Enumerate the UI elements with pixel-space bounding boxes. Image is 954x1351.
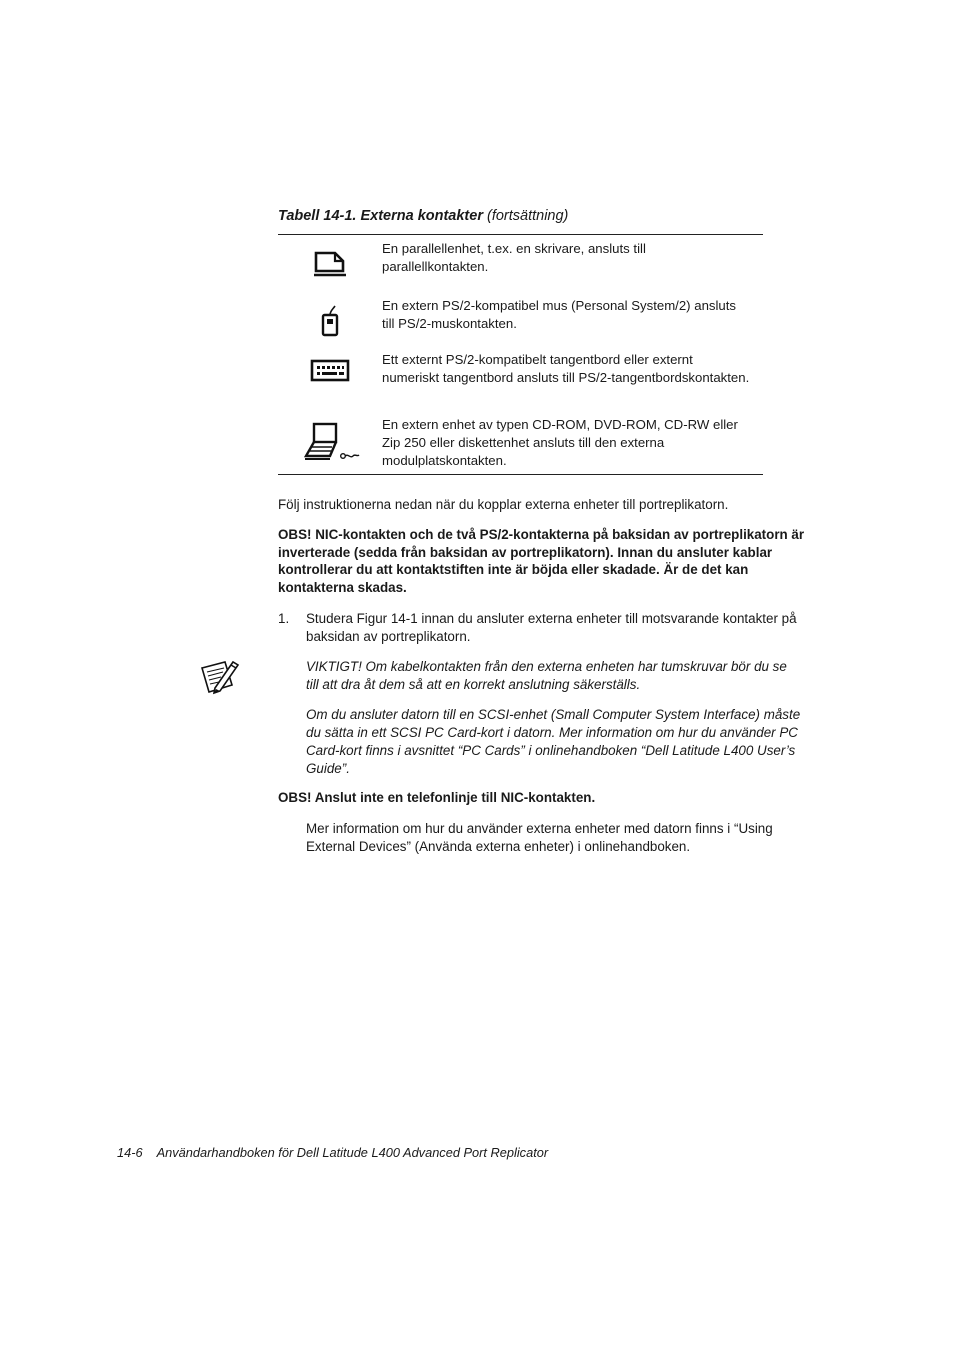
more-info-paragraph: Mer information om hur du använder externa enheter med datorn finns i “Using External Devices” (Använda externa enheter) i onlinehandboken. <box>306 821 773 854</box>
module-bay-icon <box>302 420 362 462</box>
keyboard-port-icon <box>300 358 360 384</box>
table-row-desc: En parallellenhet, t.ex. en skrivare, ansluts till parallellkontakten. <box>382 241 646 274</box>
table-caption-suffix: (fortsättning) <box>482 208 569 224</box>
step-text: Studera Figur 14-1 innan du ansluter externa enheter till motsvarande kontakter på baksidan av portreplikatorn. <box>306 611 797 644</box>
parallel-port-icon <box>300 250 360 278</box>
notice-paragraph: OBS! NIC-kontakten och de två PS/2-kontakterna på baksidan av portreplikatorn är inverterade (sedda från baksidan av portreplikatorn). Innan du ansluter kablar kontrollerar du att kontaktstiften inte är böjda eller skadade. Är de det kan kontakterna skadas. <box>278 527 805 595</box>
mouse-port-icon <box>300 305 360 337</box>
note-pencil-icon <box>199 658 241 703</box>
intro-paragraph: Följ instruktionerna nedan när du kopplar externa enheter till portreplikatorn. <box>278 497 729 512</box>
page-footer <box>117 1145 548 1160</box>
table-bottom-rule <box>278 474 763 475</box>
table-row-desc: En extern PS/2-kompatibel mus (Personal System/2) ansluts till PS/2-muskontakten. <box>382 298 737 331</box>
table-top-rule <box>278 234 763 235</box>
note-text: VIKTIGT! Om kabelkontakten från den externa enheten har tumskruvar bör du se till att dra åt dem så att en korrekt anslutning säkerställs. <box>306 659 787 692</box>
note-text: Om du ansluter datorn till en SCSI-enhet (Small Computer System Interface) måste du sätta in ett SCSI PC Card-kort i datorn. Mer information om hur du använder PC Card-kort finns i avsnittet “PC Cards” i onlinehandboken “Dell Latitude L400 User’s Guide”. <box>306 707 801 776</box>
table-caption-title: Tabell 14-1. Externa kontakter <box>278 208 483 224</box>
footer-title: Användarhandboken för Dell Latitude L400 Advanced Port Replicator <box>156 1145 549 1160</box>
step-number: 1. <box>278 611 290 626</box>
page-number: 14-6 <box>117 1145 143 1160</box>
table-row-desc: En extern enhet av typen CD-ROM, DVD-ROM, CD-RW eller Zip 250 eller diskettenhet ansluts till den externa modulplatskontakten. <box>382 417 738 468</box>
table-caption <box>278 208 568 224</box>
table-row-desc: Ett externt PS/2-kompatibelt tangentbord eller externt numeriskt tangentbord ansluts till PS/2-tangentbordskontakten. <box>382 352 750 385</box>
notice-paragraph: OBS! Anslut inte en telefonlinje till NIC-kontakten. <box>278 790 596 805</box>
